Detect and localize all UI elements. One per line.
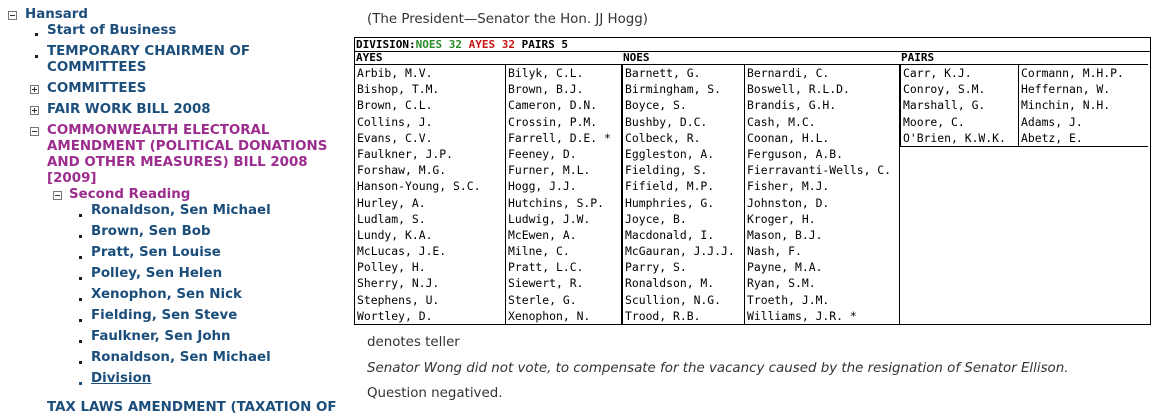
ayes-column: [505, 65, 619, 324]
senator-name-cell: Williams, J.R. *: [747, 308, 857, 323]
senator-name-cell: Sherry, N.J.: [357, 276, 440, 291]
senator-name-cell: Fielding, S.: [625, 163, 708, 178]
tree-item-speaker[interactable]: Ronaldson, Sen Michael: [91, 203, 271, 218]
senator-name-cell: Brown, B.J.: [508, 82, 584, 97]
senator-name-cell: Hogg, J.J.: [508, 179, 577, 194]
president-line: (The President—Senator the Hon. JJ Hogg): [367, 12, 649, 27]
noes-body: [622, 65, 900, 325]
senator-name-cell: Abetz, E.: [1021, 130, 1083, 145]
senator-name-cell: Faulkner, J.P.: [357, 146, 454, 161]
tree-item-speaker[interactable]: Brown, Sen Bob: [91, 224, 211, 239]
senator-name-cell: Brown, C.L.: [357, 98, 433, 113]
tree-item-electoral-bill-cont[interactable]: AND OTHER MEASURES) BILL 2008: [47, 155, 308, 170]
teller-note: denotes teller: [367, 335, 460, 350]
senator-name-cell: Mason, B.J.: [747, 227, 823, 242]
noes-column: [623, 65, 744, 324]
senator-name-cell: Ludwig, J.W.: [508, 211, 591, 226]
senator-name-cell: Crossin, P.M.: [508, 114, 598, 129]
senator-name-cell: Marshall, G.: [903, 98, 986, 113]
senator-name-cell: Minchin, N.H.: [1021, 98, 1111, 113]
bullet-icon: [79, 214, 82, 217]
senator-name-cell: Scullion, N.G.: [625, 292, 722, 307]
tree-item-start-of-business[interactable]: Start of Business: [47, 23, 177, 38]
tree-item-speaker[interactable]: Fielding, Sen Steve: [91, 308, 238, 323]
collapse-toggle-icon[interactable]: [53, 191, 62, 200]
senator-name-cell: Humphries, G.: [625, 195, 715, 210]
noes-count: NOES 32: [415, 38, 462, 51]
senator-name-cell: Moore, C.: [903, 114, 965, 129]
senator-name-cell: Hutchins, S.P.: [508, 195, 605, 210]
tree-item-speaker[interactable]: Pratt, Sen Louise: [91, 245, 221, 260]
tree-item-electoral-bill-cont[interactable]: [2009]: [47, 171, 97, 186]
senator-name-cell: Parry, S.: [625, 260, 687, 275]
senator-name-cell: Sterle, G.: [508, 292, 577, 307]
senator-name-cell: Hanson-Young, S.C.: [357, 179, 481, 194]
senator-name-cell: Fierravanti-Wells, C.: [747, 163, 892, 178]
noes-column: [744, 65, 899, 324]
tree-item-speaker[interactable]: Xenophon, Sen Nick: [91, 287, 242, 302]
senator-name-cell: Evans, C.V.: [357, 130, 433, 145]
bullet-icon: [79, 319, 82, 322]
senator-name-cell: Birmingham, S.: [625, 82, 722, 97]
senator-name-cell: Siewert, R.: [508, 276, 584, 291]
tree-item-electoral-bill-cont[interactable]: AMENDMENT (POLITICAL DONATIONS: [47, 139, 328, 154]
pairs-column: [1018, 65, 1146, 146]
senator-name-cell: Stephens, U.: [357, 292, 440, 307]
senator-name-cell: Fifield, M.P.: [625, 179, 715, 194]
senator-name-cell: Pratt, L.C.: [508, 260, 584, 275]
pairs-group: [900, 52, 1148, 147]
senator-name-cell: Xenophon, N.: [508, 308, 591, 323]
senator-name-cell: Fisher, M.J.: [747, 179, 830, 194]
senator-name-cell: Troeth, J.M.: [747, 292, 830, 307]
pairs-body: [900, 65, 1148, 147]
senator-name-cell: Arbib, M.V.: [357, 66, 433, 80]
senator-name-cell: McEwen, A.: [508, 227, 577, 242]
tree-item-hansard[interactable]: Hansard: [25, 7, 88, 22]
senator-name-cell: Eggleston, A.: [625, 146, 715, 161]
pairs-column: [901, 65, 1018, 146]
senator-name-cell: Barnett, G.: [625, 66, 701, 80]
senator-name-cell: Forshaw, M.G.: [357, 163, 447, 178]
tree-item-speaker[interactable]: Faulkner, Sen John: [91, 329, 231, 344]
division-label: DIVISION:: [356, 38, 416, 51]
tree-item-temporary-chairmen-cont[interactable]: COMMITTEES: [47, 60, 147, 75]
senator-name-cell: Ronaldson, M.: [625, 276, 715, 291]
senator-name-cell: Polley, H.: [357, 260, 426, 275]
division-table: [354, 37, 1151, 325]
senator-name-cell: Trood, R.B.: [625, 308, 701, 323]
senator-name-cell: Ludlam, S.: [357, 211, 426, 226]
pairs-count: PAIRS 5: [521, 38, 568, 51]
bullet-icon: [79, 340, 82, 343]
senator-name-cell: Cash, M.C.: [747, 114, 816, 129]
senator-name-cell: Lundy, K.A.: [357, 227, 433, 242]
senator-name-cell: Nash, F.: [747, 244, 802, 259]
senator-name-cell: Payne, M.A.: [747, 260, 823, 275]
ayes-heading: AYES: [355, 52, 622, 65]
noes-group: [622, 52, 900, 325]
wong-note: Senator Wong did not vote, to compensate for the vacancy caused by the resignation of Senator Ellison.: [367, 361, 1069, 376]
senator-name-cell: Conroy, S.M.: [903, 82, 986, 97]
collapse-toggle-icon[interactable]: [8, 11, 17, 20]
noes-heading: NOES: [622, 52, 900, 65]
senator-name-cell: Ryan, S.M.: [747, 276, 816, 291]
tree-item-speaker[interactable]: Polley, Sen Helen: [91, 266, 223, 281]
tree-item-fair-work-bill[interactable]: FAIR WORK BILL 2008: [47, 102, 211, 117]
tree-item-committees[interactable]: COMMITTEES: [47, 81, 147, 96]
expand-toggle-icon[interactable]: [30, 106, 39, 115]
senator-name-cell: Furner, M.L.: [508, 163, 591, 178]
bullet-icon: [79, 382, 82, 385]
collapse-toggle-icon[interactable]: [30, 127, 39, 136]
ayes-count: AYES 32: [468, 38, 515, 51]
senator-name-cell: Feeney, D.: [508, 146, 577, 161]
senator-name-cell: Farrell, D.E. *: [508, 130, 611, 145]
result-text: Question negatived.: [367, 386, 503, 401]
main-content: [352, 0, 1152, 407]
tree-item-second-reading[interactable]: Second Reading: [69, 187, 191, 202]
ayes-column: [355, 65, 505, 324]
senator-name-cell: Bishop, T.M.: [357, 82, 440, 97]
senator-name-cell: Collins, J.: [357, 114, 433, 129]
senator-name-cell: McGauran, J.J.J.: [625, 244, 735, 259]
tree-item-electoral-bill[interactable]: COMMONWEALTH ELECTORAL: [47, 123, 270, 138]
senator-name-cell: Kroger, H.: [747, 211, 816, 226]
senator-name-cell: Johnston, D.: [747, 195, 830, 210]
senator-name-cell: Ferguson, A.B.: [747, 146, 844, 161]
pairs-heading: PAIRS: [900, 52, 1148, 65]
senator-name-cell: Hurley, A.: [357, 195, 426, 210]
senator-name-cell: O'Brien, K.W.K.: [903, 130, 1006, 145]
tree-item-speaker[interactable]: Ronaldson, Sen Michael: [91, 350, 271, 365]
bullet-icon: [79, 361, 82, 364]
bullet-icon: [79, 298, 82, 301]
senator-name-cell: McLucas, J.E.: [357, 244, 447, 259]
bullet-icon: [35, 55, 38, 58]
senator-name-cell: Adams, J.: [1021, 114, 1083, 129]
tree-item-temporary-chairmen[interactable]: TEMPORARY CHAIRMEN OF: [47, 44, 250, 59]
senator-name-cell: Boyce, S.: [625, 98, 687, 113]
senator-name-cell: Macdonald, I.: [625, 227, 715, 242]
senator-name-cell: Carr, K.J.: [903, 66, 972, 80]
ayes-body: [355, 65, 622, 325]
senator-name-cell: Bushby, D.C.: [625, 114, 708, 129]
senator-name-cell: Milne, C.: [508, 244, 570, 259]
division-header: [355, 38, 1150, 52]
senator-name-cell: Bernardi, C.: [747, 66, 830, 80]
senator-name-cell: Coonan, H.L.: [747, 130, 830, 145]
hansard-tree-sidebar: [0, 0, 352, 415]
ayes-group: [355, 52, 622, 325]
senator-name-cell: Cameron, D.N.: [508, 98, 598, 113]
expand-toggle-icon[interactable]: [30, 85, 39, 94]
senator-name-cell: Wortley, D.: [357, 308, 433, 323]
bullet-icon: [79, 277, 82, 280]
senator-name-cell: Colbeck, R.: [625, 130, 701, 145]
bullet-icon: [79, 256, 82, 259]
senator-name-cell: Heffernan, W.: [1021, 82, 1111, 97]
tree-item-tax-laws-amendment[interactable]: TAX LAWS AMENDMENT (TAXATION OF: [47, 400, 337, 415]
bullet-icon: [79, 235, 82, 238]
bullet-icon: [35, 33, 38, 36]
senator-name-cell: Brandis, G.H.: [747, 98, 837, 113]
senator-name-cell: Cormann, M.H.P.: [1021, 66, 1124, 80]
senator-name-cell: Boswell, R.L.D.: [747, 82, 850, 97]
senator-name-cell: Bilyk, C.L.: [508, 66, 584, 80]
senator-name-cell: Joyce, B.: [625, 211, 687, 226]
tree-item-division-link[interactable]: Division: [91, 371, 152, 386]
